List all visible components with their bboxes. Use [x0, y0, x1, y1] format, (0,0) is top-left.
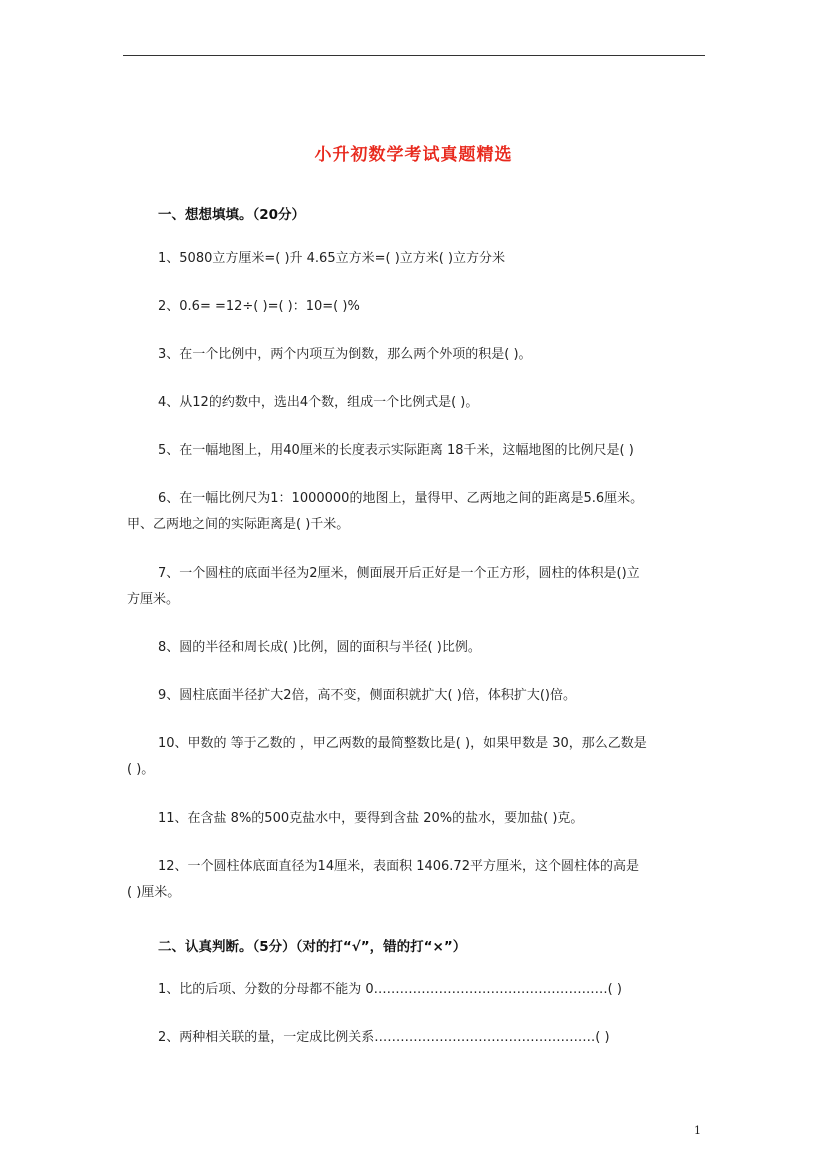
question-item — [127, 977, 709, 1003]
question-text-continued: 方厘米。 — [127, 592, 180, 607]
question-text: 9、圆柱底面半径扩大2倍，高不变，侧面积就扩大( )倍，体积扩大()倍。 — [158, 688, 576, 703]
page-number: 1 — [694, 1124, 701, 1137]
question-text: 1、比的后项、分数的分母都不能为 0………………………………………………( ) — [158, 982, 622, 997]
question-text: 10、甲数的 等于乙数的 ，甲乙两数的最简整数比是( )，如果甲数是 30，那么乙数是 — [158, 736, 647, 751]
question-item — [127, 342, 709, 368]
question-text: 5、在一幅地图上，用40厘米的长度表示实际距离 18千米，这幅地图的比例尺是( ) — [158, 443, 634, 458]
question-item — [127, 246, 709, 272]
question-item — [127, 486, 709, 538]
question-item — [127, 390, 709, 416]
question-text: 1、5080立方厘米=( )升 4.65立方米=( )立方米( )立方分米 — [158, 251, 506, 266]
section-heading-fill-in: 一、想想填填。（20分） — [158, 207, 306, 223]
document-title: 小升初数学考试真题精选 — [314, 145, 513, 165]
question-text: 11、在含盐 8%的500克盐水中，要得到含盐 20%的盐水，要加盐( )克。 — [158, 811, 584, 826]
question-item — [127, 294, 709, 320]
question-item — [127, 438, 709, 464]
question-item — [127, 731, 709, 783]
question-text-continued: ( )。 — [127, 762, 155, 777]
question-item — [127, 1025, 709, 1051]
question-text: 12、一个圆柱体底面直径为14厘米，表面积 1406.72平方厘米，这个圆柱体的高是 — [158, 859, 639, 874]
question-item — [127, 561, 709, 613]
header-rule — [123, 55, 705, 56]
question-text: 2、0.6= =12÷( )=( )：10=( )% — [158, 299, 360, 314]
question-text: 4、从12的约数中，选出4个数，组成一个比例式是( )。 — [158, 395, 479, 410]
question-item — [127, 683, 709, 709]
question-item — [127, 854, 709, 906]
question-text: 3、在一个比例中，两个内项互为倒数，那么两个外项的积是( )。 — [158, 347, 532, 362]
question-item — [127, 635, 709, 661]
question-text: 6、在一幅比例尺为1：1000000的地图上，量得甲、乙两地之间的距离是5.6厘米。 — [158, 491, 644, 506]
question-text: 7、一个圆柱的底面半径为2厘米，侧面展开后正好是一个正方形，圆柱的体积是()立 — [158, 566, 640, 581]
section-heading-judgment: 二、认真判断。（5分）（对的打“√”，错的打“×”） — [158, 939, 467, 955]
question-text-continued: 甲、乙两地之间的实际距离是( )千米。 — [127, 517, 350, 532]
question-item — [127, 806, 709, 832]
question-text: 2、两种相关联的量，一定成比例关系……………………………………………( ) — [158, 1030, 610, 1045]
question-text-continued: ( )厘米。 — [127, 885, 181, 900]
question-text: 8、圆的半径和周长成( )比例，圆的面积与半径( )比例。 — [158, 640, 481, 655]
